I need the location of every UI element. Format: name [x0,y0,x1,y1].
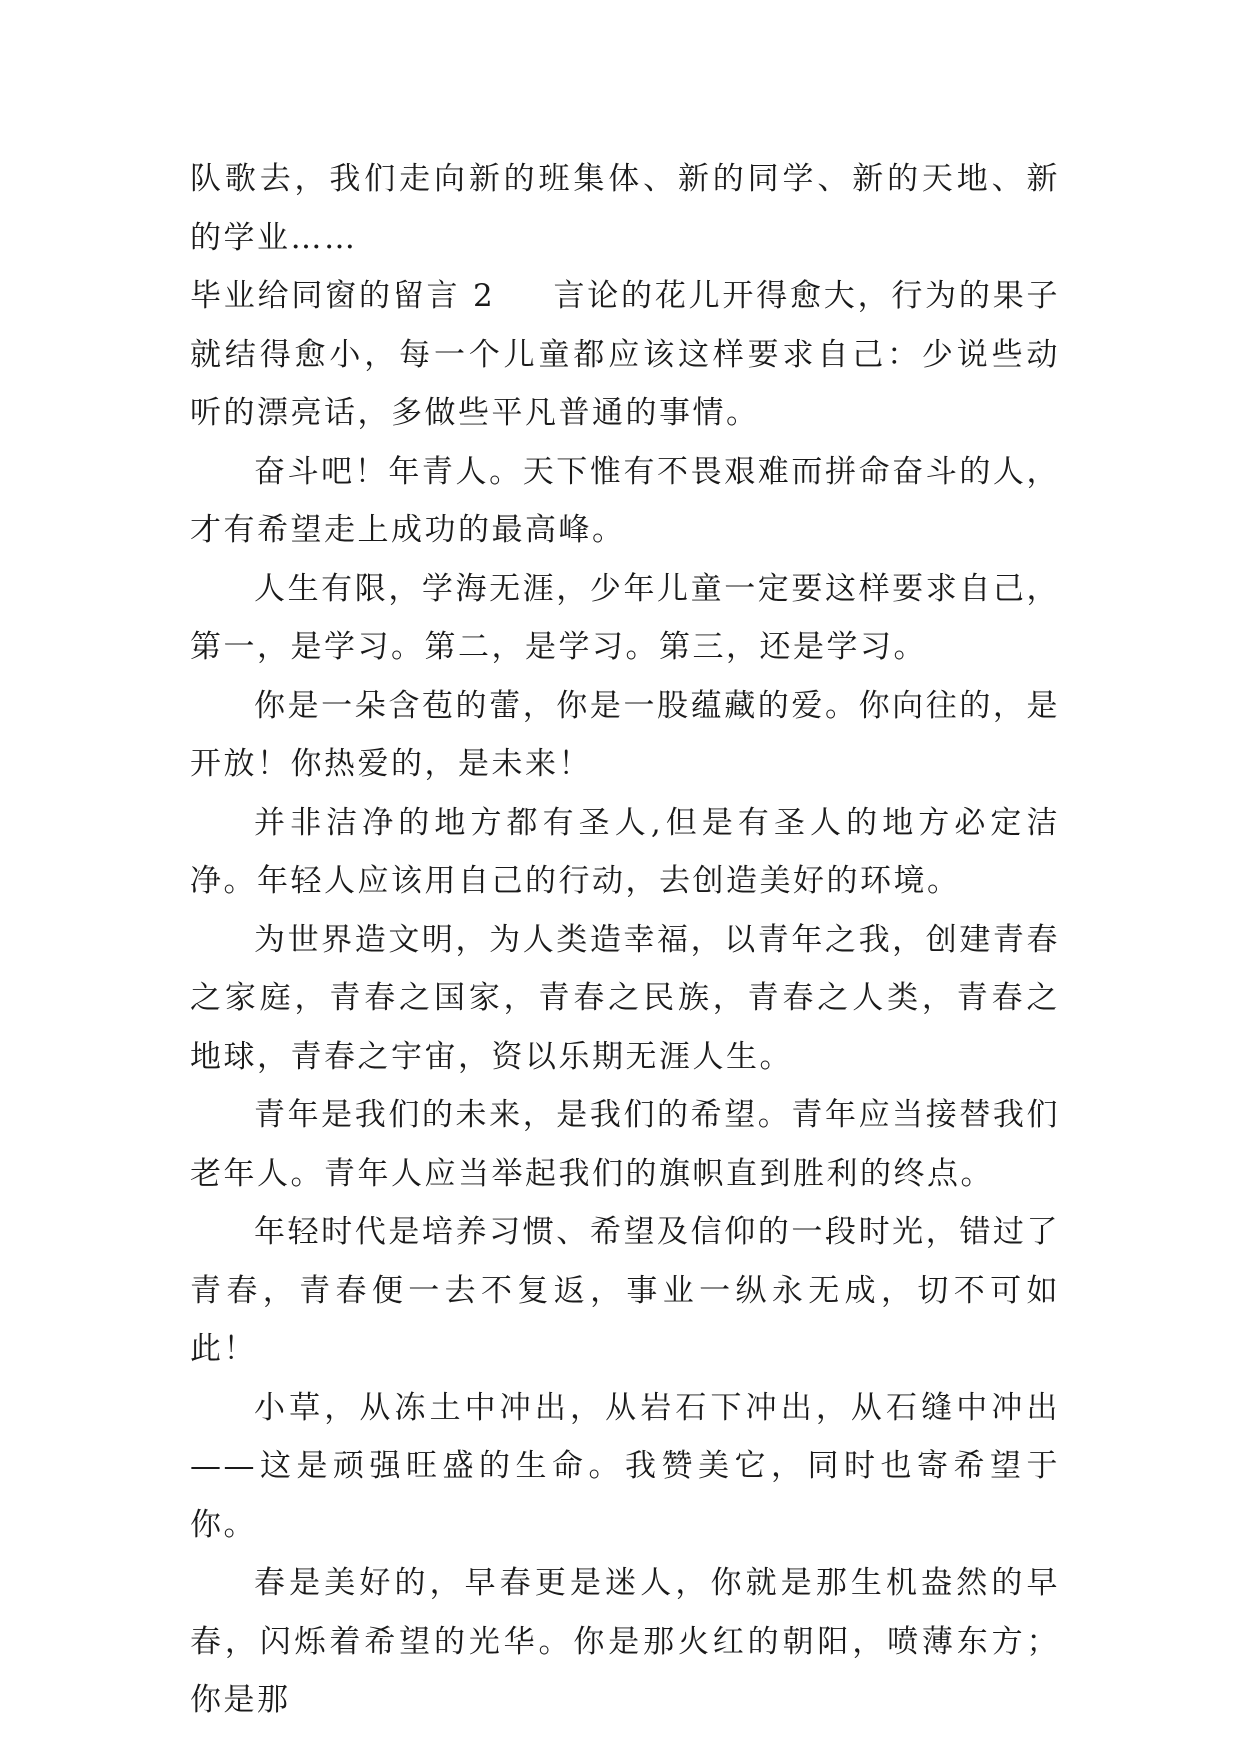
paragraph: 人生有限，学海无涯，少年儿童一定要这样要求自己，第一，是学习。第二，是学习。第三，还是学习。 [190,570,1060,665]
section-first-paragraph: 言论的花儿开得愈大，行为的果子就结得愈小，每一个儿童都应该这样要求自己：少说些动听的漂亮话，多做些平凡普通的事情。 [190,278,1061,431]
section-title: 毕业给同窗的留言 2 [190,278,496,314]
paragraph: 年轻时代是培养习惯、希望及信仰的一段时光，错过了青春，青春便一去不复返，事业一纵永无成，切不可如此！ [190,1214,1060,1367]
continued-paragraph: 队歌去，我们走向新的班集体、新的同学、新的天地、新的学业…… [190,161,1060,256]
document-body [190,150,1060,1730]
paragraph: 小草，从冻土中冲出，从岩石下冲出，从石缝中冲出——这是顽强旺盛的生命。我赞美它，同时也寄希望于你。 [190,1389,1060,1543]
paragraph: 并非洁净的地方都有圣人,但是有圣人的地方必定洁净。年轻人应该用自己的行动，去创造美好的环境。 [190,804,1060,899]
paragraph: 你是一朵含苞的蕾，你是一股蕴藏的爱。你向往的，是开放！你热爱的，是未来！ [190,687,1060,782]
section-heading-paragraph [190,267,1060,443]
paragraph: 为世界造文明，为人类造幸福，以青年之我，创建青春之家庭，青春之国家，青春之民族，青春之人类，青春之地球，青春之宇宙，资以乐期无涯人生。 [190,921,1060,1075]
paragraph: 春是美好的，早春更是迷人，你就是那生机盎然的早春，闪烁着希望的光华。你是那火红的朝阳，喷薄东方；你是那 [190,1565,1060,1718]
paragraph: 奋斗吧！年青人。天下惟有不畏艰难而拼命奋斗的人，才有希望走上成功的最高峰。 [190,453,1060,548]
paragraph: 青年是我们的未来，是我们的希望。青年应当接替我们老年人。青年人应当举起我们的旗帜直到胜利的终点。 [190,1097,1060,1192]
